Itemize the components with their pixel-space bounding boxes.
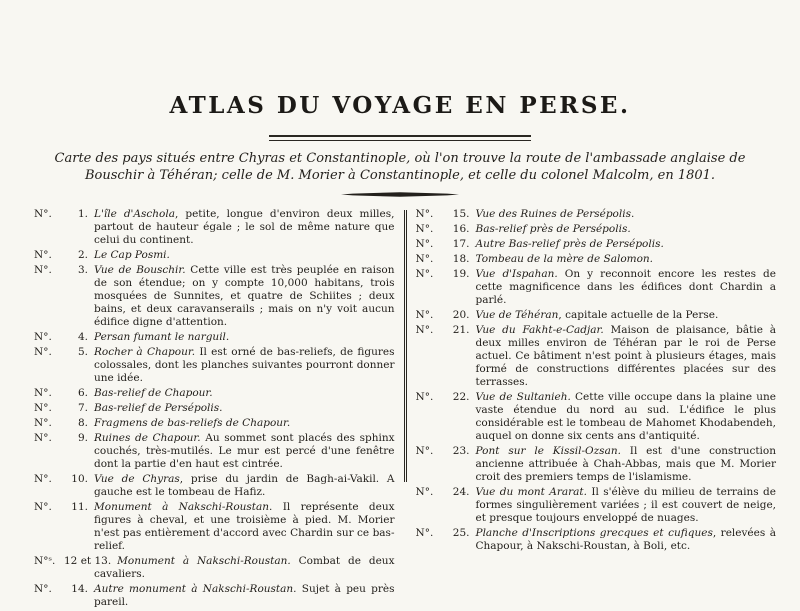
list-item [416,445,777,484]
list-item [34,555,395,581]
page-title: ATLAS DU VOYAGE EN PERSE. [169,92,631,119]
item-number-prefix: N°. [415,268,434,280]
item-plate-title: Bas-relief de Persépolis. [94,402,223,414]
item-number: 20. [452,309,470,321]
item-description: Cette ville occupe dans la plaine une vaste étendue du nord au sud. L'édifice le plus considérable est le tombeau de Mahomet Khodabendeh, auquel on donne six cents ans d'antiquité. [475,391,776,442]
item-description: Combat de deux cavaliers. [94,555,395,580]
item-plate-title: Fragmens de bas-reliefs de Chapour. [94,417,291,429]
item-number-prefix: N°. [415,309,434,321]
item-number: 12 et 13. [64,555,112,567]
list-item [34,432,395,471]
item-plate-title: Vue de Téhéran [475,309,559,321]
item-number: 16. [452,223,470,235]
item-number: 17. [452,238,470,250]
item-number: 15. [452,208,470,220]
item-number: 3. [77,264,88,276]
item-plate-title: Vue de Sultanieh. [475,391,571,403]
item-description: On y reconnoit encore les restes de cette magnificence dans les édifices dont Chardin a parlé. [475,268,776,306]
item-number-prefix: N°. [415,324,434,336]
item-number-prefix: N°. [34,387,52,399]
item-plate-title: Monument à Nakschi-Roustan. [117,555,291,567]
item-number: 6. [77,387,88,399]
list-item [416,309,777,322]
list-item [416,527,777,553]
item-number-prefix: N°ˢ. [34,555,56,567]
item-plate-title: Tombeau de la mère de Salomon. [475,253,654,265]
list-item [34,583,395,609]
item-number: 21. [452,324,470,336]
item-number-prefix: N°. [415,486,434,498]
item-plate-title: Vue du mont Ararat. [475,486,587,498]
list-item [416,324,777,389]
item-number-prefix: N°. [34,208,52,220]
item-number: 25. [452,527,470,539]
item-description: , capitale actuelle de la Perse. [558,309,719,321]
item-number-prefix: N°. [415,445,434,457]
list-item [416,208,777,221]
item-number-prefix: N°. [34,264,52,276]
item-plate-title: L'île d'Aschola [94,208,175,220]
item-number-prefix: N°. [415,208,434,220]
list-item [34,331,395,344]
item-number: 1. [77,208,88,220]
item-number: 7. [77,402,88,414]
item-number: 11. [71,501,88,513]
item-number: 9. [77,432,88,444]
item-description: Il est orné de bas-reliefs, de figures colossales, dont les planches suivantes pourront donner une idée. [94,346,395,384]
list-item [416,253,777,266]
item-plate-title: Autre Bas-relief près de Persépolis. [475,238,664,250]
item-number-prefix: N°. [34,346,52,358]
item-plate-title: Vue du Fakht-e-Cadjar. [475,324,604,336]
list-item [34,249,395,262]
list-item [34,473,395,499]
map-description-subtitle: Carte des pays situés entre Chyras et Constantinople, où l'on trouve la route de l'ambassade anglaise de Bouschir à Téhéran; celle de M. Morier à Constantinople, et celle du colonel Malcolm, en 1801. [54,151,746,183]
list-item [416,223,777,236]
item-plate-title: Vue de Chyras [94,473,180,485]
list-item [34,402,395,415]
item-description: Cette ville est très peuplée en raison de son étendue; on y compte 10,000 habitans, trois mosquées de Sunnites, et quatre de Schiites ; deux bains, et deux caravanserails ; mais on n'y voit aucun édifice digne d'attention. [94,264,395,328]
item-plate-title: Vue de Bouschir. [94,264,186,276]
plate-list-left-column [34,208,404,611]
item-description: Maison de plaisance, bâtie à deux milles environ de Téhéran par le roi de Perse actuel. Ce bâtiment n'est point à plusieurs étages, mais formé de constructions différentes placées sur des terrasses. [475,324,776,388]
item-plate-title: Vue d'Ispahan. [475,268,558,280]
plate-list [0,208,800,611]
item-number: 4. [77,331,88,343]
item-number-prefix: N°. [34,501,52,513]
item-plate-title: Vue des Ruines de Persépolis. [475,208,635,220]
item-plate-title: Pont sur le Kissil-Ozsan. [475,445,621,457]
list-item [34,501,395,553]
list-item [34,417,395,430]
item-number: 18. [452,253,470,265]
item-plate-title: Monument à Nakschi-Roustan. [94,501,273,513]
item-description: , petite, longue d'environ deux milles, partout de hauteur égale ; le sol de même nature que celui du continent. [94,208,395,246]
item-number: 19. [452,268,470,280]
swelled-rule-divider [341,192,459,197]
list-item [416,391,777,443]
item-number-prefix: N°. [34,417,52,429]
double-rule-divider [269,135,531,141]
list-item [416,238,777,251]
item-plate-title: Le Cap Posmi. [94,249,170,261]
item-number: 8. [77,417,88,429]
item-number: 24. [452,486,470,498]
item-plate-title: Bas-relief près de Persépolis. [475,223,631,235]
item-number-prefix: N°. [34,473,52,485]
item-description: Il est d'une construction ancienne attribuée à Chah-Abbas, mais que M. Morier croit des premiers temps de l'islamisme. [475,445,776,483]
item-number-prefix: N°. [415,223,434,235]
item-description: , relevées à Chapour, à Nakschi-Roustan, à Boli, etc. [475,527,776,552]
item-number-prefix: N°. [415,527,434,539]
item-number: 23. [452,445,470,457]
item-description: Au sommet sont placés des sphinx couchés, très-mutilés. Le mur est percé d'une fenêtre dont la partie d'en haut est cintrée. [94,432,395,470]
item-plate-title: Planche d'Inscriptions grecques et cufiques [475,527,713,539]
item-number-prefix: N°. [34,249,52,261]
item-number-prefix: N°. [34,402,52,414]
item-number-prefix: N°. [415,238,434,250]
item-number: 10. [71,473,88,485]
item-plate-title: Autre monument à Nakschi-Roustan. [94,583,297,595]
item-description: Il représente deux figures à cheval, et une troisième à pied. M. Morier n'est pas entièrement d'accord avec Chardin sur ce bas-relief. [94,501,395,552]
item-number-prefix: N°. [34,583,52,595]
item-description: Sujet à peu près pareil. [94,583,395,608]
item-description: Il s'élève du milieu de terrains de formes singulièrement variées ; il est couvert de neige, et presque toujours enveloppé de nuages. [475,486,776,524]
item-description: , prise du jardin de Bagh-ai-Vakil. A gauche est le tombeau de Hafiz. [94,473,395,498]
item-number: 2. [77,249,88,261]
plate-list-right-column [407,208,777,555]
item-number: 5. [77,346,88,358]
item-number: 22. [452,391,470,403]
item-plate-title: Rocher à Chapour. [94,346,196,358]
list-item [416,268,777,307]
item-plate-title: Ruines de Chapour. [94,432,201,444]
item-number-prefix: N°. [34,331,52,343]
item-number-prefix: N°. [34,432,52,444]
list-item [416,486,777,525]
item-plate-title: Persan fumant le narguil. [94,331,230,343]
item-plate-title: Bas-relief de Chapour. [94,387,213,399]
item-number: 14. [71,583,88,595]
list-item [34,208,395,247]
item-number-prefix: N°. [415,391,434,403]
list-item [34,346,395,385]
list-item [34,387,395,400]
list-item [34,264,395,329]
item-number-prefix: N°. [415,253,434,265]
